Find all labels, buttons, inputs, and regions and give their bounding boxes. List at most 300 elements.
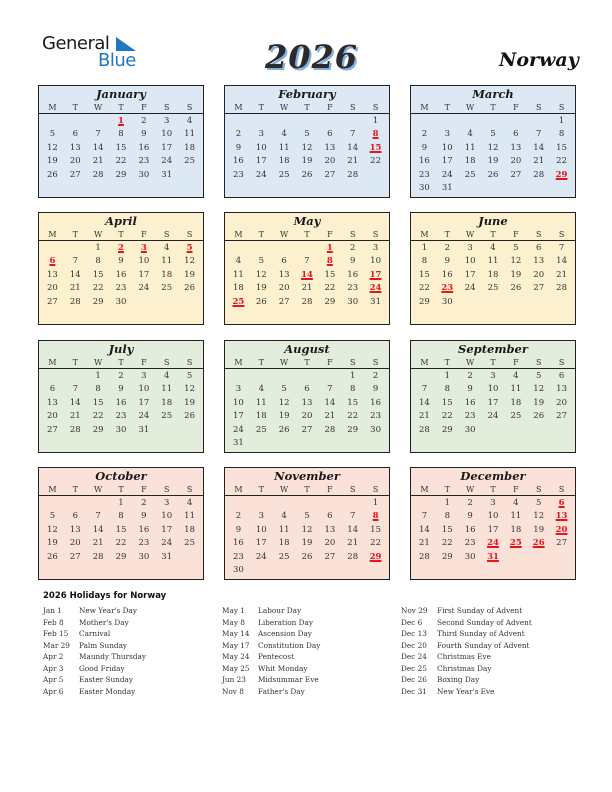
day-cell: 28 xyxy=(347,551,359,562)
weekday-label: S xyxy=(163,358,170,367)
day-cell: 23 xyxy=(464,411,476,422)
day-cell: 26 xyxy=(510,283,522,294)
weekday-label: W xyxy=(94,485,103,494)
holidays-column xyxy=(222,605,320,697)
day-cell: 23 xyxy=(115,283,127,294)
day-cell: 2 xyxy=(467,498,473,508)
weekday-label: W xyxy=(466,103,475,112)
day-cell: 3 xyxy=(467,243,473,253)
day-cell: 28 xyxy=(556,283,567,294)
day-cell: 22 xyxy=(115,538,127,549)
day-cell: 1 xyxy=(95,243,101,253)
day-cell: 10 xyxy=(161,511,173,522)
day-cell: 11 xyxy=(464,142,476,153)
day-cell: 27 xyxy=(510,169,522,180)
holiday-entry xyxy=(222,663,320,675)
holiday-day-cell: 17 xyxy=(369,269,382,280)
day-cell: 27 xyxy=(301,424,313,435)
day-cell: 23 xyxy=(138,156,150,167)
day-cell: 16 xyxy=(419,156,430,167)
day-cell: 7 xyxy=(72,384,78,395)
day-cell: 11 xyxy=(161,384,173,395)
day-cell: 15 xyxy=(347,397,359,408)
weekday-label: F xyxy=(327,485,333,494)
day-cell: 7 xyxy=(72,256,78,267)
day-cell: 20 xyxy=(69,538,81,549)
day-cell: 19 xyxy=(184,269,195,280)
day-cell: 19 xyxy=(47,538,58,549)
day-cell: 21 xyxy=(92,538,104,549)
weekday-label: M xyxy=(48,103,57,112)
day-cell: 5 xyxy=(186,371,193,381)
holiday-date: Dec 24 xyxy=(401,652,427,661)
day-cell: 3 xyxy=(490,498,496,508)
day-cell: 16 xyxy=(464,524,476,535)
day-cell: 15 xyxy=(92,269,104,280)
day-cell: 6 xyxy=(327,129,333,140)
holiday-entry xyxy=(401,651,532,663)
holiday-date: Dec 6 xyxy=(401,617,423,627)
day-cell: 30 xyxy=(347,296,359,307)
logo-text-blue: Blue xyxy=(98,50,136,71)
weekday-label: W xyxy=(280,230,289,239)
weekday-label: S xyxy=(372,103,379,112)
day-cell: 24 xyxy=(138,283,150,294)
month-november xyxy=(224,467,390,580)
day-cell: 23 xyxy=(347,283,359,294)
day-cell: 10 xyxy=(464,256,476,267)
weekday-label: T xyxy=(118,230,124,239)
weekday-header xyxy=(225,357,389,369)
day-cell: 6 xyxy=(72,129,78,140)
day-cell: 27 xyxy=(324,551,336,562)
day-cell: 6 xyxy=(72,511,78,522)
month-december xyxy=(410,467,576,580)
empty-cell xyxy=(250,115,273,128)
day-cell: 7 xyxy=(304,256,310,267)
day-cell: 22 xyxy=(419,283,430,294)
day-cell: 27 xyxy=(69,551,81,562)
day-cell: 24 xyxy=(255,551,267,562)
day-cell: 12 xyxy=(47,142,58,153)
empty-cell xyxy=(64,115,87,128)
day-cell: 22 xyxy=(370,538,381,549)
day-cell: 5 xyxy=(281,384,287,395)
day-cell: 18 xyxy=(184,142,195,153)
day-cell: 14 xyxy=(69,397,81,408)
day-cell: 15 xyxy=(324,269,336,280)
empty-cell xyxy=(273,497,296,510)
day-cell: 25 xyxy=(464,169,476,180)
weekday-label: M xyxy=(420,358,429,367)
day-cell: 19 xyxy=(301,538,313,549)
empty-cell xyxy=(459,115,482,128)
month-title: June xyxy=(478,214,508,228)
holiday-name: Easter Monday xyxy=(79,686,136,696)
weekday-label: S xyxy=(372,230,379,239)
weekday-label: T xyxy=(444,358,450,367)
day-cell: 22 xyxy=(92,411,104,422)
month-august xyxy=(224,340,390,453)
holiday-day-cell: 26 xyxy=(532,538,545,549)
day-cell: 19 xyxy=(301,156,313,167)
holiday-entry xyxy=(401,674,532,686)
holiday-name: New Year's Day xyxy=(79,606,138,615)
day-cell: 26 xyxy=(301,551,313,562)
weekday-label: S xyxy=(163,103,170,112)
month-september xyxy=(410,340,576,453)
day-cell: 8 xyxy=(421,256,428,267)
holiday-date: Apr 6 xyxy=(43,686,64,696)
month-title: March xyxy=(472,87,514,101)
month-october xyxy=(38,467,204,580)
day-cell: 17 xyxy=(255,156,267,167)
empty-cell xyxy=(318,370,341,383)
day-cell: 18 xyxy=(233,283,244,294)
weekday-label: S xyxy=(349,103,356,112)
day-cell: 25 xyxy=(278,169,290,180)
day-cell: 6 xyxy=(49,384,56,395)
day-cell: 30 xyxy=(370,424,381,435)
day-grid xyxy=(225,241,389,309)
day-cell: 7 xyxy=(350,511,356,522)
day-cell: 1 xyxy=(558,116,565,126)
day-cell: 4 xyxy=(235,256,242,267)
holiday-name: New Year's Eve xyxy=(437,686,495,696)
day-cell: 31 xyxy=(233,437,244,448)
day-cell: 5 xyxy=(536,498,542,508)
day-cell: 24 xyxy=(233,424,244,435)
day-cell: 9 xyxy=(467,511,473,522)
day-cell: 19 xyxy=(533,524,545,535)
day-cell: 26 xyxy=(47,551,58,562)
weekday-label: W xyxy=(280,358,289,367)
empty-cell xyxy=(250,370,273,383)
empty-cell xyxy=(41,115,64,128)
day-cell: 1 xyxy=(444,498,450,508)
day-cell: 15 xyxy=(115,524,127,535)
day-cell: 4 xyxy=(281,129,287,140)
holiday-date: Dec 26 xyxy=(401,675,427,684)
day-cell: 6 xyxy=(513,129,519,140)
holiday-date: Apr 3 xyxy=(43,663,64,673)
weekday-label: T xyxy=(72,230,78,239)
day-cell: 4 xyxy=(186,498,193,508)
day-cell: 5 xyxy=(49,511,56,522)
day-cell: 13 xyxy=(533,256,545,267)
day-cell: 21 xyxy=(419,538,430,549)
weekday-label: S xyxy=(372,485,379,494)
day-cell: 26 xyxy=(487,169,499,180)
weekday-label: S xyxy=(558,485,565,494)
day-cell: 15 xyxy=(115,142,127,153)
day-cell: 9 xyxy=(235,524,242,535)
empty-cell xyxy=(296,370,319,383)
holiday-day-cell: 6 xyxy=(49,256,56,267)
logo xyxy=(42,33,142,73)
holiday-name: Labour Day xyxy=(258,606,302,615)
day-cell: 11 xyxy=(278,524,290,535)
day-cell: 21 xyxy=(301,283,313,294)
day-cell: 11 xyxy=(510,384,522,395)
day-cell: 27 xyxy=(47,296,58,307)
holiday-entry xyxy=(401,663,532,675)
weekday-label: W xyxy=(94,230,103,239)
empty-cell xyxy=(227,242,250,255)
day-cell: 30 xyxy=(115,424,127,435)
day-cell: 16 xyxy=(441,269,453,280)
day-cell: 28 xyxy=(419,551,430,562)
weekday-label: S xyxy=(558,103,565,112)
day-grid xyxy=(39,369,203,437)
weekday-label: T xyxy=(304,485,310,494)
day-cell: 12 xyxy=(487,142,499,153)
holiday-date: May 17 xyxy=(222,640,250,650)
day-cell: 18 xyxy=(510,397,522,408)
day-cell: 7 xyxy=(421,384,428,395)
month-title: July xyxy=(108,342,134,356)
day-cell: 13 xyxy=(324,142,336,153)
month-title: October xyxy=(95,469,147,483)
weekday-header xyxy=(39,229,203,241)
day-cell: 26 xyxy=(533,411,545,422)
holiday-name: Second Sunday of Advent xyxy=(437,617,532,627)
day-cell: 24 xyxy=(255,169,267,180)
day-cell: 7 xyxy=(421,511,428,522)
weekday-label: S xyxy=(349,230,356,239)
day-cell: 2 xyxy=(372,371,379,381)
day-cell: 3 xyxy=(444,129,450,140)
day-cell: 10 xyxy=(233,397,244,408)
holiday-entry xyxy=(401,605,532,617)
holiday-date: May 8 xyxy=(222,617,245,627)
day-cell: 26 xyxy=(47,169,58,180)
day-cell: 22 xyxy=(92,283,104,294)
day-cell: 14 xyxy=(347,524,359,535)
holiday-day-cell: 8 xyxy=(326,256,333,267)
weekday-label: T xyxy=(258,230,264,239)
day-cell: 19 xyxy=(255,283,267,294)
holiday-name: Pentecost xyxy=(258,652,295,661)
day-cell: 30 xyxy=(464,424,476,435)
day-cell: 16 xyxy=(115,269,127,280)
weekday-label: T xyxy=(490,358,496,367)
day-cell: 30 xyxy=(441,296,453,307)
weekday-label: T xyxy=(490,485,496,494)
weekday-label: F xyxy=(513,230,519,239)
day-cell: 29 xyxy=(115,169,127,180)
month-title: September xyxy=(458,342,528,356)
weekday-label: T xyxy=(304,358,310,367)
holiday-entry xyxy=(43,663,146,675)
month-july xyxy=(38,340,204,453)
day-cell: 6 xyxy=(281,256,287,267)
weekday-label: S xyxy=(186,358,193,367)
holiday-name: Liberation Day xyxy=(258,617,314,627)
day-cell: 11 xyxy=(255,397,267,408)
day-cell: 2 xyxy=(235,511,242,522)
holiday-day-cell: 25 xyxy=(509,538,522,549)
day-cell: 25 xyxy=(255,424,267,435)
day-cell: 17 xyxy=(233,411,244,422)
weekday-label: S xyxy=(558,230,565,239)
day-grid xyxy=(39,114,203,182)
day-cell: 22 xyxy=(556,156,567,167)
day-cell: 21 xyxy=(419,411,430,422)
holiday-date: May 24 xyxy=(222,652,250,661)
weekday-label: T xyxy=(118,485,124,494)
day-cell: 31 xyxy=(161,551,173,562)
day-cell: 5 xyxy=(536,371,542,381)
empty-cell xyxy=(413,370,436,383)
day-cell: 15 xyxy=(92,397,104,408)
day-cell: 26 xyxy=(255,296,267,307)
day-cell: 29 xyxy=(92,424,104,435)
day-cell: 20 xyxy=(533,269,545,280)
day-cell: 26 xyxy=(184,411,195,422)
day-cell: 9 xyxy=(141,511,147,522)
weekday-label: T xyxy=(304,230,310,239)
weekday-label: T xyxy=(72,485,78,494)
weekday-label: S xyxy=(163,485,170,494)
holiday-date: Dec 13 xyxy=(401,629,427,638)
empty-cell xyxy=(227,497,250,510)
empty-cell xyxy=(227,370,250,383)
day-cell: 12 xyxy=(301,142,313,153)
holiday-day-cell: 25 xyxy=(232,296,245,307)
holiday-date: May 14 xyxy=(222,629,250,638)
day-cell: 11 xyxy=(184,129,195,140)
weekday-label: M xyxy=(234,485,243,494)
day-cell: 9 xyxy=(118,384,124,395)
month-title: January xyxy=(96,87,146,101)
day-cell: 14 xyxy=(69,269,81,280)
weekday-label: T xyxy=(444,103,450,112)
day-cell: 14 xyxy=(419,524,430,535)
day-cell: 16 xyxy=(138,524,150,535)
day-cell: 14 xyxy=(556,256,567,267)
empty-cell xyxy=(504,115,527,128)
day-cell: 21 xyxy=(533,156,545,167)
day-cell: 28 xyxy=(301,296,313,307)
day-cell: 1 xyxy=(350,371,356,381)
day-cell: 21 xyxy=(69,283,81,294)
holiday-name: Ascension Day xyxy=(258,629,312,638)
holiday-day-cell: 20 xyxy=(555,524,568,535)
day-cell: 3 xyxy=(372,243,379,253)
holiday-day-cell: 23 xyxy=(441,283,454,294)
day-cell: 11 xyxy=(184,511,195,522)
empty-cell xyxy=(41,497,64,510)
day-cell: 14 xyxy=(419,397,430,408)
day-cell: 1 xyxy=(95,371,101,381)
day-cell: 22 xyxy=(115,156,127,167)
day-cell: 2 xyxy=(141,498,147,508)
holiday-date: Nov 8 xyxy=(222,686,244,696)
holiday-day-cell: 29 xyxy=(369,551,382,562)
day-cell: 6 xyxy=(558,371,565,381)
holiday-date: May 25 xyxy=(222,663,250,673)
day-cell: 1 xyxy=(444,371,450,381)
day-cell: 2 xyxy=(350,243,356,253)
day-cell: 17 xyxy=(441,156,453,167)
month-june xyxy=(410,212,576,325)
weekday-label: S xyxy=(535,230,542,239)
empty-cell xyxy=(341,497,364,510)
day-cell: 10 xyxy=(161,129,173,140)
day-cell: 22 xyxy=(441,538,453,549)
day-cell: 25 xyxy=(510,411,522,422)
day-cell: 3 xyxy=(164,498,170,508)
empty-cell xyxy=(64,370,87,383)
day-cell: 9 xyxy=(141,129,147,140)
day-cell: 19 xyxy=(487,156,499,167)
month-may xyxy=(224,212,390,325)
day-grid xyxy=(411,369,575,437)
holiday-entry xyxy=(222,674,320,686)
day-cell: 5 xyxy=(258,256,264,267)
weekday-label: T xyxy=(118,103,124,112)
day-cell: 11 xyxy=(161,256,173,267)
holiday-day-cell: 24 xyxy=(369,283,382,294)
day-cell: 21 xyxy=(324,411,336,422)
day-cell: 21 xyxy=(69,411,81,422)
day-cell: 18 xyxy=(487,269,499,280)
day-grid xyxy=(225,114,389,182)
weekday-label: F xyxy=(141,485,147,494)
day-cell: 10 xyxy=(138,384,150,395)
day-cell: 6 xyxy=(304,384,310,395)
holiday-date: Nov 29 xyxy=(401,606,428,615)
holiday-date: Dec 25 xyxy=(401,663,427,673)
day-cell: 12 xyxy=(510,256,522,267)
day-grid xyxy=(411,114,575,195)
weekday-label: S xyxy=(186,485,193,494)
day-cell: 7 xyxy=(350,129,356,140)
day-cell: 23 xyxy=(464,538,476,549)
empty-cell xyxy=(296,242,319,255)
day-cell: 9 xyxy=(235,142,242,153)
holiday-day-cell: 24 xyxy=(487,538,499,549)
day-cell: 17 xyxy=(161,142,173,153)
year-title: 2026 xyxy=(265,38,359,76)
day-cell: 11 xyxy=(233,269,244,280)
holiday-date: Apr 5 xyxy=(43,675,64,684)
day-cell: 5 xyxy=(49,129,56,140)
day-cell: 1 xyxy=(421,243,428,253)
day-cell: 30 xyxy=(464,551,476,562)
weekday-label: S xyxy=(535,358,542,367)
day-cell: 3 xyxy=(258,129,264,140)
day-cell: 1 xyxy=(372,498,379,508)
holiday-name: Constitution Day xyxy=(258,640,321,650)
day-cell: 8 xyxy=(118,129,124,140)
day-cell: 23 xyxy=(233,169,244,180)
holiday-name: Third Sunday of Advent xyxy=(437,629,525,638)
holiday-entry xyxy=(43,617,146,629)
day-cell: 16 xyxy=(464,397,476,408)
day-cell: 2 xyxy=(444,243,450,253)
holidays-column xyxy=(401,605,532,697)
empty-cell xyxy=(250,242,273,255)
weekday-label: W xyxy=(466,358,475,367)
day-cell: 27 xyxy=(533,283,545,294)
holiday-entry xyxy=(401,640,532,652)
empty-cell xyxy=(318,497,341,510)
weekday-label: T xyxy=(304,103,310,112)
weekday-label: T xyxy=(490,103,496,112)
day-cell: 9 xyxy=(444,256,450,267)
